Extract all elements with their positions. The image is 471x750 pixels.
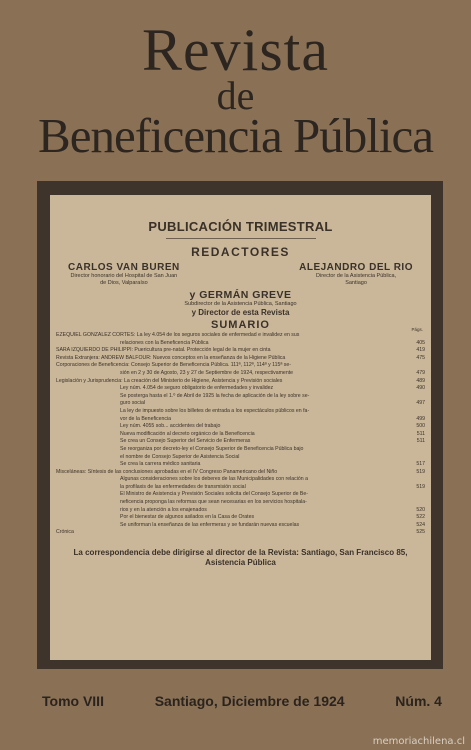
issue-number: Núm. 4 [395, 693, 442, 709]
editor-3-name: y GERMÁN GREVE [189, 289, 292, 301]
toc-entry-page: 500 [416, 423, 425, 430]
toc-entry-page: 519 [416, 483, 425, 490]
volume-label: Tomo VIII [42, 693, 104, 709]
toc-entry [56, 522, 425, 530]
editor-1 [68, 262, 180, 287]
toc-entry-text: Se posterga hasta el 1.º de Abril de 1925 la fecha de aplicación de la ley sobre se- [120, 392, 310, 399]
toc-entry [56, 484, 425, 492]
title-beneficencia-publica: Beneficencia Pública [38, 108, 433, 163]
footer [42, 693, 442, 709]
watermark: memoriachilena.cl [372, 736, 465, 747]
editor-2-role: Director de la Asistencia Pública, [316, 273, 397, 279]
toc-entry-text: SARA IZQUIERDO DE PHILIPPI: Puericultura pre-natal. Protección legal de la mujer en cinta [56, 347, 271, 354]
editor-2-name: ALEJANDRO DEL RIO [299, 262, 413, 273]
page-column-label: Págs. [411, 327, 423, 332]
toc-entry-text: Se uniforman la enseñanza de las enfermeras y se fundarán nuevas escuelas [120, 521, 300, 528]
masthead [0, 17, 471, 163]
toc-entry-text: vor de la Beneficencia [120, 415, 172, 422]
toc-entry [56, 469, 425, 477]
sumario-header: SUMARIO [211, 319, 270, 331]
redactores-header: REDACTORES [191, 245, 290, 259]
toc-entry-text: neficencia proponga las reformas que sean necesarias en los servicios hospitala- [120, 499, 307, 506]
toc-entry [56, 454, 425, 462]
divider [166, 238, 316, 239]
toc-entry-text: Se crea un Consejo Superior del Servicio de Enfermeras [120, 438, 251, 445]
toc-entry-text: Corporaciones de Beneficencia: Consejo Superior de Beneficencia Pública. 111ª, 112ª, 114ª y 115ª se- [56, 362, 292, 369]
toc-entry-text: Legislación y Jurisprudencia: La creación del Ministerio de Higiene, Asistencia y Previsión sociales [56, 377, 283, 384]
toc-entry [56, 416, 425, 424]
editor-3 [56, 289, 425, 317]
toc-entry [56, 355, 425, 363]
editor-1-name: CARLOS VAN BUREN [68, 262, 180, 273]
toc-entry-text: sión en 2 y 30 de Agosto, 23 y 27 de Septiembre de 1924, respectivamente [120, 369, 294, 376]
toc-entry [56, 514, 425, 522]
editor-3-role-2: y Director de esta Revista [191, 308, 290, 317]
toc-entry-text: guro social [120, 400, 146, 407]
toc-entry-page: 419 [416, 347, 425, 354]
toc-entry-text: Se crea la carrera médico sanitaria [120, 461, 201, 468]
toc-entry-text: Ley núm. 4055 sob... accidentes del trabajo [120, 423, 221, 430]
title-de: de [216, 73, 255, 118]
contents-panel [50, 195, 431, 660]
toc-entry-text: EZEQUIEL GONZÁLEZ CORTÉS: La ley 4.054 de los seguros sociales de enfermedad e invalidez en sus [56, 332, 300, 338]
toc-entry-page: 499 [416, 415, 425, 422]
toc-entry [56, 385, 425, 393]
toc-entry-page: 522 [416, 514, 425, 521]
toc-entry [56, 332, 425, 340]
publication-type: PUBLICACIÓN TRIMESTRAL [148, 219, 333, 234]
toc-entry-page: 479 [416, 369, 425, 376]
toc-entry [56, 393, 425, 401]
toc-entry-page: 497 [416, 400, 425, 407]
toc-entry [56, 491, 425, 499]
editor-3-role: Subdirector de la Asistencia Pública, Santiago [184, 301, 297, 307]
title-revista: Revista [142, 17, 329, 83]
toc-entry-text: Revista Extranjera: ANDREW BALFOUR: Nuevos conceptos en la enseñanza de la Higiene Pública [56, 354, 286, 361]
toc-entry-page: 511 [416, 438, 425, 445]
toc-entry [56, 529, 425, 537]
toc-entry-text: la profilaxis de las enfermedades de transmisión social [120, 483, 246, 490]
toc-entry [56, 370, 425, 378]
toc-entry-text: Crónica [56, 529, 74, 536]
toc-entry-text: rios y en la atención a los enajenados [120, 506, 207, 513]
toc-entry-page: 490 [416, 385, 425, 392]
correspondence-note: La correspondencia debe dirigirse al director de la Revista: Santiago, San Francisco 85, Asistencia Pública [73, 548, 408, 568]
place-date: Santiago, Diciembre de 1924 [154, 693, 345, 709]
toc-entry-text: el nombre de Consejo Superior de Asistencia Social [120, 453, 240, 460]
toc-entry [56, 340, 425, 348]
editors-row [56, 262, 425, 287]
editor-2-role-2: Santiago [345, 280, 367, 286]
toc-entry [56, 461, 425, 469]
toc-entry-text: Algunas consideraciones sobre los deberes de las Municipalidades con relación a [120, 476, 309, 483]
toc-entry [56, 423, 425, 431]
toc-entry [56, 499, 425, 507]
toc-entry [56, 400, 425, 408]
toc-entry-page: 524 [416, 521, 425, 528]
toc-entry [56, 378, 425, 386]
editor-2 [299, 262, 413, 287]
toc-entry-text: Nueva modificación al decreto orgánico de la Beneficencia [120, 430, 255, 437]
toc-entry-page: 489 [416, 377, 425, 384]
toc-entry-text: La ley de impuesto sobre los billetes de entrada a los espectáculos públicos en fa- [120, 407, 310, 414]
toc-entry-page: 525 [416, 529, 425, 536]
toc-entry [56, 507, 425, 515]
toc-entry-text: Misceláneas: Síntesis de las conclusiones aprobadas en el IV Congreso Panamericano del Niño [56, 468, 278, 475]
toc-entry-page: 405 [416, 339, 425, 346]
toc-entry [56, 476, 425, 484]
toc-entry-text: relaciones con la Beneficencia Pública [120, 339, 209, 346]
table-of-contents [56, 332, 425, 537]
toc-entry-text: El Ministro de Asistencia y Previsión Sociales solicita del Consejo Superior de Be- [120, 491, 308, 498]
toc-entry [56, 431, 425, 439]
toc-entry-page: 520 [416, 506, 425, 513]
editor-1-role-2: de Dios, Valparaíso [100, 280, 148, 286]
toc-entry-text: Se reorganiza por decreto-ley el Consejo Superior de Beneficencia Pública bajo [120, 445, 304, 452]
toc-entry [56, 347, 425, 355]
toc-entry-page: 475 [416, 354, 425, 361]
toc-entry [56, 362, 425, 370]
toc-entry-text: Ley núm. 4.054 de seguro obligatorio de enfermedades y invalidez [120, 385, 274, 392]
toc-entry [56, 438, 425, 446]
toc-entry-page: 511 [416, 430, 425, 437]
editor-1-role: Director honorario del Hospital de San Juan [70, 273, 178, 279]
toc-entry-page: 517 [416, 461, 425, 468]
toc-entry [56, 446, 425, 454]
toc-entry [56, 408, 425, 416]
toc-entry-text: Por el bienestar de algunos asilados en la Casa de Orates [120, 514, 255, 521]
toc-entry-page: 519 [416, 468, 425, 475]
